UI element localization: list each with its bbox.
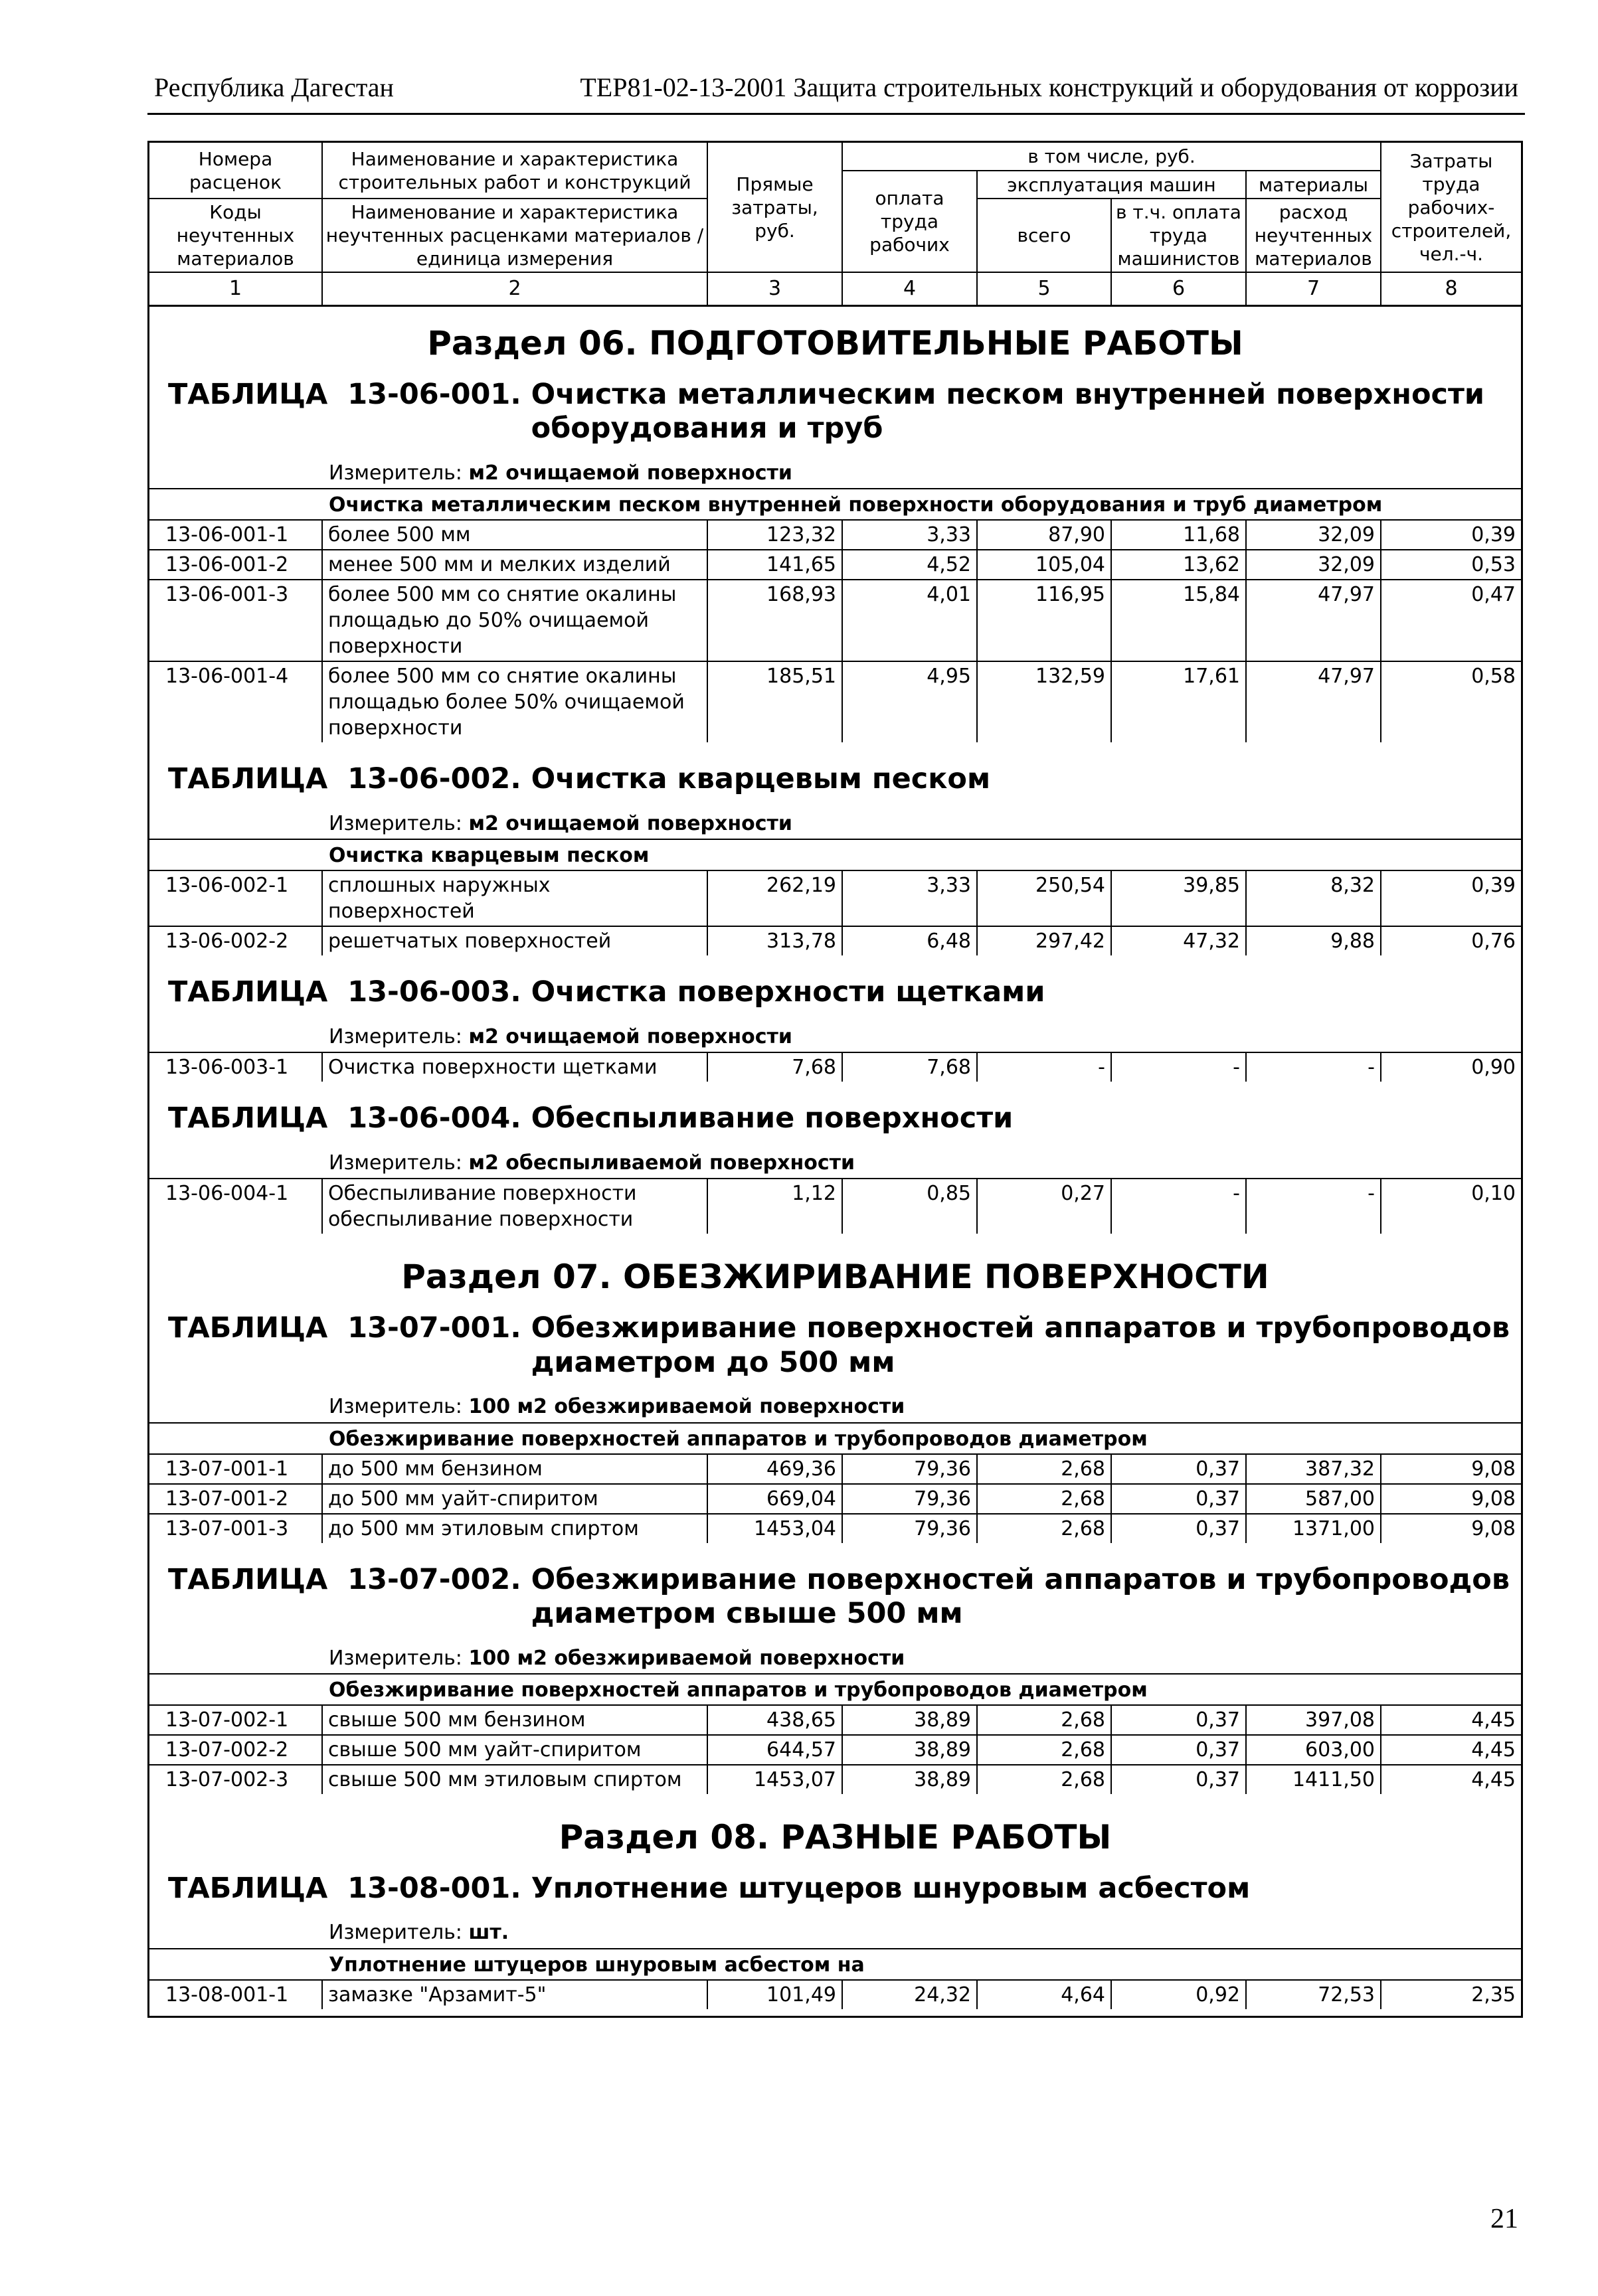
measure-label: Измеритель: [329,1646,462,1670]
table-row [149,661,1521,742]
labor-hours: 0,39 [1381,520,1521,550]
measure-unit [149,1631,1521,1674]
labor-hours: 0,39 [1381,870,1521,926]
machinist-pay: 39,85 [1111,870,1246,926]
labor-hours: 0,90 [1381,1052,1521,1082]
labor-pay: 38,89 [842,1735,977,1765]
table-row [149,870,1521,926]
measure-value: м2 обеспыливаемой поверхности [468,1151,855,1175]
direct-cost: 123,32 [707,520,842,550]
machinist-pay: 15,84 [1111,580,1246,661]
work-name: до 500 мм уайт-спиритом [322,1484,707,1514]
labor-pay: 79,36 [842,1484,977,1514]
rate-code: 13-06-002-2 [149,926,322,955]
labor-hours: 2,35 [1381,1980,1521,2009]
rate-code: 13-07-002-1 [149,1705,322,1735]
rate-code: 13-07-002-3 [149,1765,322,1794]
rate-code: 13-07-001-2 [149,1484,322,1514]
table-row [149,1735,1521,1765]
machines-header: эксплуатация машин [977,171,1246,199]
group-heading: Обезжиривание поверхностей аппаратов и трубопроводов диаметром [149,1673,1521,1704]
rates-table [149,870,1521,955]
labor-pay: 3,33 [842,520,977,550]
group-heading: Очистка металлическим песком внутренней поверхности оборудования и труб диаметром [149,488,1521,519]
table-title: Обезжиривание поверхностей аппаратов и трубопроводов диаметром до 500 мм [531,1311,1510,1379]
rate-code: 13-06-001-1 [149,520,322,550]
table-number: ТАБЛИЦА 13-08-001. [168,1871,521,1905]
table-title: Очистка металлическим песком внутренней поверхности оборудования и труб [531,377,1485,446]
table-title: Обезжиривание поверхностей аппаратов и трубопроводов диаметром свыше 500 мм [531,1562,1510,1631]
work-name: свыше 500 мм уайт-спиритом [322,1735,707,1765]
table-row [149,1980,1521,2009]
rates-table [149,1453,1521,1543]
measure-label: Измеритель: [329,1395,462,1419]
machines-cost: 0,27 [977,1179,1111,1234]
labor-hours: 4,45 [1381,1765,1521,1794]
heading-gap [521,762,531,797]
column-header [149,143,1521,305]
measure-unit [149,1906,1521,1948]
measure-value: 100 м2 обезжириваемой поверхности [468,1646,905,1670]
materials-cost: 1371,00 [1246,1514,1381,1543]
machinist-pay: 0,37 [1111,1484,1246,1514]
materials-sub-header: расход неучтенных материалов [1246,199,1381,272]
materials-cost: 47,97 [1246,580,1381,661]
labor-hours: 4,45 [1381,1705,1521,1735]
machinist-pay: 47,32 [1111,926,1246,955]
col-num: 6 [1111,272,1246,305]
materials-cost: 8,32 [1246,870,1381,926]
rates-sheet [147,141,1523,2018]
table-spacer [149,1543,1521,1550]
labor-hours: 0,47 [1381,580,1521,661]
col2-top-header: Наименование и характеристика строительных работ и конструкций [322,143,707,199]
materials-cost: - [1246,1052,1381,1082]
table-heading [149,365,1521,446]
machines-cost: 2,68 [977,1765,1111,1794]
measure-value: шт. [468,1921,509,1945]
table-spacer [149,742,1521,749]
materials-cost: 587,00 [1246,1484,1381,1514]
page-number: 21 [1490,2204,1518,2234]
labor-hours: 0,53 [1381,550,1521,580]
machines-cost: 2,68 [977,1484,1111,1514]
machines-cost: - [977,1052,1111,1082]
table-title: Обеспыливание поверхности [531,1102,1014,1135]
table-row [149,550,1521,580]
table-heading [149,1858,1521,1906]
section-title: Раздел 07. ОБЕЗЖИРИВАНИЕ ПОВЕРХНОСТИ [401,1258,1269,1297]
measure-label: Измеритель: [329,1151,462,1175]
rates-table [149,1704,1521,1794]
labor-hours: 4,45 [1381,1735,1521,1765]
page-header-title: ТЕР81-02-13-2001 Защита строительных конструкций и оборудования от коррозии [580,72,1518,102]
table-spacer [149,1082,1521,1088]
direct-cost: 1,12 [707,1179,842,1234]
materials-header: материалы [1246,171,1381,199]
table-number: ТАБЛИЦА 13-06-001. [168,377,521,411]
work-name: сплошных наружных поверхностей [322,870,707,926]
labor-pay: 79,36 [842,1454,977,1484]
heading-gap [521,1563,531,1631]
table-row [149,1484,1521,1514]
table-title: Очистка кварцевым песком [531,762,991,796]
work-name: решетчатых поверхностей [322,926,707,955]
labor-pay: 38,89 [842,1765,977,1794]
col-num: 3 [707,272,842,305]
measure-value: м2 очищаемой поверхности [468,811,792,835]
table-number: ТАБЛИЦА 13-06-002. [168,762,521,796]
table-row [149,926,1521,955]
labor-pay-header: оплата труда рабочих [842,171,977,272]
heading-gap [521,1311,531,1380]
table-number: ТАБЛИЦА 13-07-002. [168,1562,521,1596]
measure-label: Измеритель: [329,1921,462,1945]
direct-cost: 185,51 [707,661,842,742]
direct-cost: 1453,07 [707,1765,842,1794]
materials-cost: 9,88 [1246,926,1381,955]
labor-hours: 9,08 [1381,1454,1521,1484]
machinist-pay: 11,68 [1111,520,1246,550]
machinist-pay: 0,37 [1111,1735,1246,1765]
section-title: Раздел 08. РАЗНЫЕ РАБОТЫ [559,1818,1112,1857]
sheet-body [149,305,1521,2016]
table-number: ТАБЛИЦА 13-06-004. [168,1102,521,1135]
labor-pay: 4,01 [842,580,977,661]
work-name: менее 500 мм и мелких изделий [322,550,707,580]
labor-hours: 0,76 [1381,926,1521,955]
machines-cost: 132,59 [977,661,1111,742]
labor-pay: 4,95 [842,661,977,742]
measure-value: м2 очищаемой поверхности [468,1025,792,1048]
table-row [149,580,1521,661]
machinist-pay: - [1111,1052,1246,1082]
machinist-pay: 0,37 [1111,1454,1246,1484]
rate-code: 13-07-002-2 [149,1735,322,1765]
table-row [149,1179,1521,1234]
machines-cost: 2,68 [977,1514,1111,1543]
labor-cost-header: Затраты труда рабочих-строителей, чел.-ч. [1381,143,1521,272]
col1-top-header: Номера расценок [149,143,322,199]
measure-label: Измеритель: [329,811,462,835]
page-header-region: Республика Дагестан [154,72,394,102]
machinist-pay: - [1111,1179,1246,1234]
direct-cost: 313,78 [707,926,842,955]
table-number: ТАБЛИЦА 13-07-001. [168,1311,521,1345]
table-spacer [149,1234,1521,1240]
machines-cost: 116,95 [977,580,1111,661]
materials-cost: 397,08 [1246,1705,1381,1735]
rates-table [149,1178,1521,1234]
col-num: 1 [149,272,322,305]
work-name: свыше 500 мм бензином [322,1705,707,1735]
labor-pay: 4,52 [842,550,977,580]
machinist-pay: 17,61 [1111,661,1246,742]
section-title: Раздел 06. ПОДГОТОВИТЕЛЬНЫЕ РАБОТЫ [427,324,1243,363]
col3-header: Прямые затраты, руб. [707,143,842,272]
header-divider [147,113,1525,115]
measure-unit [149,446,1521,489]
table-number: ТАБЛИЦА 13-06-003. [168,975,521,1009]
group-heading: Обезжиривание поверхностей аппаратов и трубопроводов диаметром [149,1422,1521,1453]
direct-cost: 101,49 [707,1980,842,2009]
table-spacer [149,1794,1521,1801]
machines-cost: 105,04 [977,550,1111,580]
table-row [149,1454,1521,1484]
direct-cost: 438,65 [707,1705,842,1735]
col-num: 5 [977,272,1111,305]
table-heading [149,1088,1521,1136]
machines-all-header: всего [977,199,1111,272]
materials-cost: 47,97 [1246,661,1381,742]
labor-pay: 3,33 [842,870,977,926]
labor-pay: 7,68 [842,1052,977,1082]
rates-table [149,519,1521,742]
measure-unit [149,797,1521,839]
measure-unit [149,1380,1521,1422]
direct-cost: 644,57 [707,1735,842,1765]
work-name: более 500 мм со снятие окалины площадью более 50% очищаемой поверхности [322,661,707,742]
rate-code: 13-06-004-1 [149,1179,322,1234]
rate-code: 13-07-001-1 [149,1454,322,1484]
work-name: замазке "Арзамит-5" [322,1980,707,2009]
rates-table [149,1979,1521,2009]
table-heading [149,1298,1521,1380]
table-spacer [149,2009,1521,2016]
table-row [149,1514,1521,1543]
rate-code: 13-06-001-4 [149,661,322,742]
labor-hours: 9,08 [1381,1514,1521,1543]
direct-cost: 669,04 [707,1484,842,1514]
labor-hours: 9,08 [1381,1484,1521,1514]
labor-hours: 0,58 [1381,661,1521,742]
work-name: Обеспыливание поверхности обеспыливание поверхности [322,1179,707,1234]
table-heading [149,962,1521,1010]
labor-pay: 24,32 [842,1980,977,2009]
measure-value: 100 м2 обезжириваемой поверхности [468,1395,905,1419]
rate-code: 13-06-002-1 [149,870,322,926]
work-name: более 500 мм [322,520,707,550]
machinist-pay: 0,37 [1111,1705,1246,1735]
machines-labor-header: в т.ч. оплата труда машинистов [1111,199,1246,272]
machines-cost: 87,90 [977,520,1111,550]
table-title: Уплотнение штуцеров шнуровым асбестом [531,1871,1251,1905]
table-row [149,1052,1521,1082]
table-row [149,1705,1521,1735]
materials-cost: 387,32 [1246,1454,1381,1484]
col1-bottom-header: Коды неучтенных материалов [149,199,322,272]
direct-cost: 7,68 [707,1052,842,1082]
labor-pay: 6,48 [842,926,977,955]
table-row [149,1765,1521,1794]
rates-table [149,1052,1521,1082]
heading-gap [521,975,531,1010]
direct-cost: 262,19 [707,870,842,926]
table-heading [149,1550,1521,1631]
direct-cost: 141,65 [707,550,842,580]
col2-bottom-header: Наименование и характеристика неучтенных расценками материалов / единица измерения [322,199,707,272]
machines-cost: 4,64 [977,1980,1111,2009]
rate-code: 13-06-001-3 [149,580,322,661]
measure-unit [149,1136,1521,1179]
machines-cost: 250,54 [977,870,1111,926]
work-name: Очистка поверхности щетками [322,1052,707,1082]
table-row [149,520,1521,550]
measure-unit [149,1010,1521,1052]
measure-label: Измеритель: [329,1025,462,1048]
column-numbers [149,272,1521,305]
heading-gap [521,1102,531,1136]
col-num: 8 [1381,272,1521,305]
materials-cost: 1411,50 [1246,1765,1381,1794]
in-total-header: в том числе, руб. [842,143,1381,171]
direct-cost: 1453,04 [707,1514,842,1543]
machinist-pay: 0,92 [1111,1980,1246,2009]
labor-pay: 38,89 [842,1705,977,1735]
materials-cost: 32,09 [1246,520,1381,550]
work-name: до 500 мм этиловым спиртом [322,1514,707,1543]
col-num: 2 [322,272,707,305]
machines-cost: 2,68 [977,1735,1111,1765]
measure-value: м2 очищаемой поверхности [468,461,792,485]
direct-cost: 168,93 [707,580,842,661]
heading-gap [521,1872,531,1906]
col-num: 7 [1246,272,1381,305]
materials-cost: 603,00 [1246,1735,1381,1765]
machinist-pay: 0,37 [1111,1765,1246,1794]
machinist-pay: 13,62 [1111,550,1246,580]
labor-pay: 0,85 [842,1179,977,1234]
machines-cost: 297,42 [977,926,1111,955]
table-heading [149,749,1521,797]
rate-code: 13-06-001-2 [149,550,322,580]
labor-pay: 79,36 [842,1514,977,1543]
rate-code: 13-06-003-1 [149,1052,322,1082]
rate-code: 13-08-001-1 [149,1980,322,2009]
machines-cost: 2,68 [977,1705,1111,1735]
materials-cost: 32,09 [1246,550,1381,580]
work-name: до 500 мм бензином [322,1454,707,1484]
group-heading: Уплотнение штуцеров шнуровым асбестом на [149,1948,1521,1979]
group-heading: Очистка кварцевым песком [149,839,1521,870]
measure-label: Измеритель: [329,461,462,485]
materials-cost: - [1246,1179,1381,1234]
table-spacer [149,955,1521,962]
work-name: более 500 мм со снятие окалины площадью до 50% очищаемой поверхности [322,580,707,661]
direct-cost: 469,36 [707,1454,842,1484]
materials-cost: 72,53 [1246,1980,1381,2009]
heading-gap [521,378,531,446]
machines-cost: 2,68 [977,1454,1111,1484]
work-name: свыше 500 мм этиловым спиртом [322,1765,707,1794]
rate-code: 13-07-001-3 [149,1514,322,1543]
machinist-pay: 0,37 [1111,1514,1246,1543]
table-title: Очистка поверхности щетками [531,975,1045,1009]
col-num: 4 [842,272,977,305]
labor-hours: 0,10 [1381,1179,1521,1234]
